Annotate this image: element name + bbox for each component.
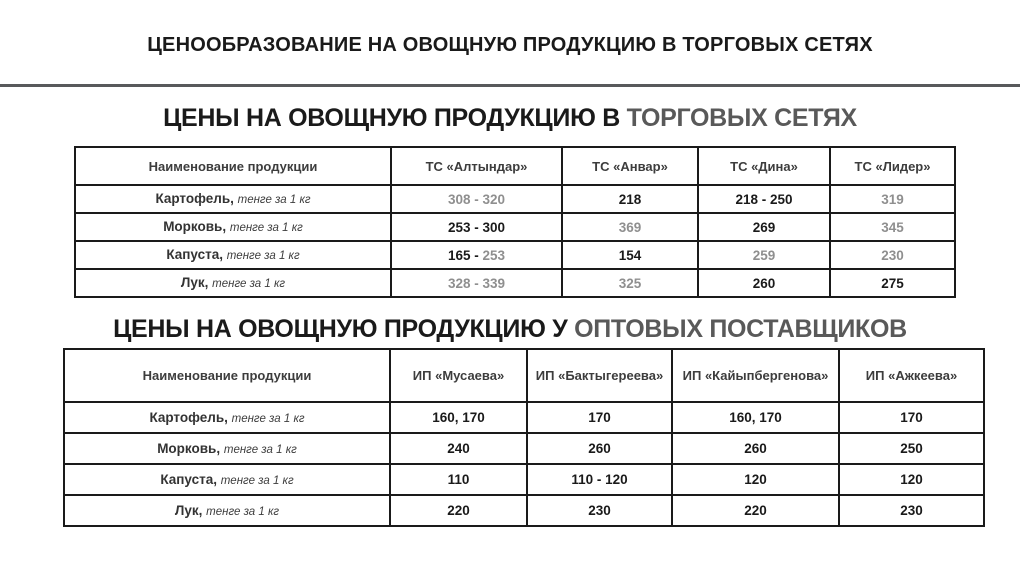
price-cell xyxy=(390,464,527,495)
price-value: 260 xyxy=(744,441,767,456)
product-unit: тенге за 1 кг xyxy=(229,222,303,234)
price-cell xyxy=(390,495,527,526)
price-value: 308 - 320 xyxy=(447,191,506,207)
product-cell xyxy=(64,464,390,495)
column-header: ИП «Бактыгереева» xyxy=(527,349,672,402)
price-cell xyxy=(830,213,955,241)
product-cell xyxy=(64,495,390,526)
table-row xyxy=(64,402,984,433)
price-value: 259 xyxy=(752,247,776,263)
product-cell xyxy=(64,433,390,464)
price-cell xyxy=(391,213,562,241)
heading-gray-text: ТОРГОВЫХ СЕТЯХ xyxy=(626,104,857,132)
price-cell xyxy=(391,241,562,269)
column-header: ТС «Лидер» xyxy=(830,147,955,185)
price-cell xyxy=(391,185,562,213)
price-value: 120 xyxy=(744,472,767,487)
price-value: 230 xyxy=(588,503,611,518)
price-value: 220 xyxy=(744,503,767,518)
product-unit: тенге за 1 кг xyxy=(223,443,297,456)
price-cell xyxy=(527,464,672,495)
price-cell xyxy=(527,402,672,433)
table-row xyxy=(75,213,955,241)
product-name: Лук, xyxy=(174,502,207,518)
price-value: 230 xyxy=(881,247,904,263)
price-value: 260 xyxy=(588,441,611,456)
price-value: 269 xyxy=(752,219,776,235)
product-name: Морковь, xyxy=(163,219,230,234)
title-divider xyxy=(0,84,1020,87)
column-header: ТС «Дина» xyxy=(698,147,830,185)
price-value: 160, 170 xyxy=(432,410,485,425)
price-cell xyxy=(672,495,839,526)
price-value: 275 xyxy=(881,275,904,291)
table-row xyxy=(64,495,984,526)
price-value: 160, 170 xyxy=(729,410,782,425)
product-unit: тенге за 1 кг xyxy=(206,505,280,518)
product-name: Картофель, xyxy=(155,191,238,206)
price-value: 328 - 339 xyxy=(447,275,506,291)
price-value: 170 xyxy=(900,410,923,425)
price-cell xyxy=(698,269,830,297)
table-row xyxy=(75,269,955,297)
price-cell xyxy=(839,464,984,495)
price-value: 369 xyxy=(618,219,642,235)
price-cell xyxy=(390,433,527,464)
section-heading-retail xyxy=(0,102,1020,134)
product-unit: тенге за 1 кг xyxy=(226,250,300,262)
price-cell xyxy=(698,185,830,213)
price-value: 253 - 300 xyxy=(447,219,506,235)
price-cell xyxy=(672,402,839,433)
header-row xyxy=(64,349,984,402)
price-cell xyxy=(391,269,562,297)
price-value: 218 xyxy=(618,191,642,207)
table-row xyxy=(75,241,955,269)
price-value: 170 xyxy=(588,410,611,425)
header-row xyxy=(75,147,955,185)
product-cell xyxy=(75,213,391,241)
product-unit: тенге за 1 кг xyxy=(237,194,311,206)
price-value: 218 - 250 xyxy=(735,191,793,207)
table-row xyxy=(64,464,984,495)
price-value: 250 xyxy=(900,441,923,456)
wholesale-prices-table xyxy=(63,348,985,527)
page-title: ЦЕНООБРАЗОВАНИЕ НА ОВОЩНУЮ ПРОДУКЦИЮ В ТОРГОВЫХ СЕТЯХ xyxy=(147,34,873,56)
table-row xyxy=(75,185,955,213)
price-cell xyxy=(527,433,672,464)
price-cell xyxy=(830,269,955,297)
product-name: Морковь, xyxy=(157,440,224,456)
price-cell xyxy=(698,213,830,241)
price-value: 220 xyxy=(447,503,470,518)
price-value: 154 xyxy=(618,247,642,263)
price-cell xyxy=(390,402,527,433)
price-cell xyxy=(562,241,698,269)
column-header: ИП «Ажкеева» xyxy=(839,349,984,402)
column-header: ИП «Кайыпбергенова» xyxy=(672,349,839,402)
price-value: 230 xyxy=(900,503,923,518)
price-cell xyxy=(562,185,698,213)
product-unit: тенге за 1 кг xyxy=(220,474,294,487)
price-value: 120 xyxy=(900,472,923,487)
column-header: Наименование продукции xyxy=(64,349,390,402)
price-value: 253 xyxy=(482,247,506,263)
product-name: Капуста, xyxy=(160,471,221,487)
price-cell xyxy=(562,269,698,297)
product-cell xyxy=(75,241,391,269)
price-cell xyxy=(672,433,839,464)
price-cell xyxy=(839,402,984,433)
product-cell xyxy=(64,402,390,433)
product-unit: тенге за 1 кг xyxy=(212,278,286,290)
price-value: 110 - 120 xyxy=(571,472,628,487)
price-cell xyxy=(527,495,672,526)
heading-black-text: ЦЕНЫ НА ОВОЩНУЮ ПРОДУКЦИЮ В xyxy=(163,104,627,132)
price-cell xyxy=(672,464,839,495)
price-value: 240 xyxy=(447,441,470,456)
price-value: 165 - xyxy=(447,247,483,263)
table-row xyxy=(64,433,984,464)
column-header: ИП «Мусаева» xyxy=(390,349,527,402)
price-value: 325 xyxy=(618,275,642,291)
product-name: Лук, xyxy=(180,275,213,290)
product-unit: тенге за 1 кг xyxy=(231,412,305,425)
price-value: 260 xyxy=(752,275,776,291)
price-cell xyxy=(830,185,955,213)
price-cell xyxy=(839,495,984,526)
price-cell xyxy=(830,241,955,269)
price-value: 345 xyxy=(881,219,904,235)
price-value: 110 xyxy=(447,472,470,487)
price-cell xyxy=(839,433,984,464)
column-header: ТС «Анвар» xyxy=(562,147,698,185)
heading-black-text: ЦЕНЫ НА ОВОЩНУЮ ПРОДУКЦИЮ У xyxy=(113,315,575,343)
column-header: Наименование продукции xyxy=(75,147,391,185)
product-cell xyxy=(75,185,391,213)
product-cell xyxy=(75,269,391,297)
price-value: 319 xyxy=(881,191,904,207)
price-cell xyxy=(698,241,830,269)
product-name: Картофель, xyxy=(149,409,232,425)
column-header: ТС «Алтындар» xyxy=(391,147,562,185)
heading-gray-text: ОПТОВЫХ ПОСТАВЩИКОВ xyxy=(574,315,907,343)
section-heading-wholesale xyxy=(0,313,1020,345)
retail-prices-table xyxy=(74,146,956,298)
product-name: Капуста, xyxy=(166,247,227,262)
price-cell xyxy=(562,213,698,241)
